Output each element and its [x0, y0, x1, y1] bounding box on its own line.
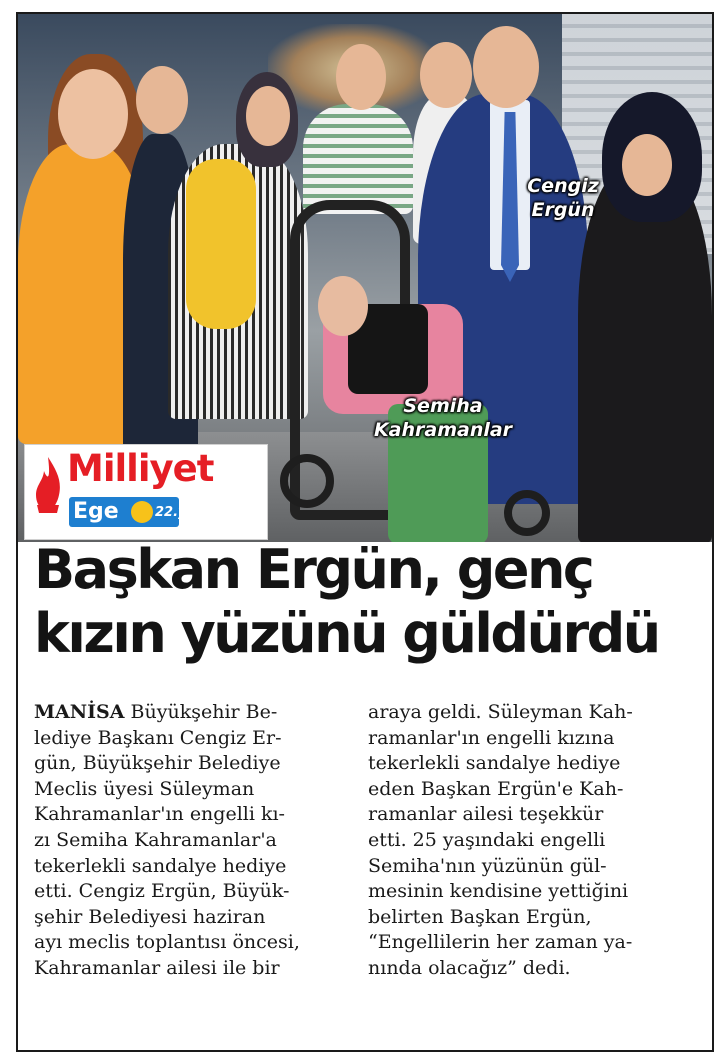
article-line: araya geldi. Süleyman Kah-: [368, 701, 633, 723]
headline: [34, 538, 684, 666]
dateline: MANİSA: [34, 701, 125, 723]
milliyet-ege-logo: [24, 444, 268, 540]
article-line: [34, 700, 334, 726]
caption-line: Ergün: [531, 199, 595, 221]
man-head: [420, 42, 472, 108]
article-line: eden Başkan Ergün'e Kah-: [368, 777, 624, 800]
article-line: mesinin kendisine yettiğini: [368, 880, 629, 903]
caption-line: Semiha: [403, 395, 483, 417]
article-line: Meclis üyesi Süleyman: [34, 777, 255, 800]
article-line: nında olacağız” dedi.: [368, 956, 571, 979]
news-photo: [18, 14, 712, 542]
logo-sub-badge: [69, 497, 196, 527]
logo-wordmark: Milliyet: [67, 447, 214, 490]
wheelchair-wheel: [280, 454, 334, 508]
logo-year: 22.yıl: [155, 505, 196, 520]
article-line: Semiha'nın yüzünün gül-: [368, 854, 607, 877]
article-line: tekerlekli sandalye hediye: [34, 854, 287, 877]
article-line: gün, Büyükşehir Belediye: [34, 752, 281, 775]
article-line: ramanlar'ın engelli kızına: [368, 726, 615, 749]
article-line: lediye Başkanı Cengiz Er-: [34, 726, 282, 749]
yellow-sleeve: [186, 159, 256, 329]
flame-icon: [31, 455, 65, 515]
article-line: belirten Başkan Ergün,: [368, 905, 592, 928]
mayor-head: [473, 26, 539, 108]
caption-line: Cengiz: [527, 175, 599, 197]
article-line: zı Semiha Kahramanlar'a: [34, 828, 277, 851]
woman-head: [622, 134, 672, 196]
caption-line: Kahramanlar: [373, 419, 513, 441]
headline-line: kızın yüzünü güldürdü: [34, 602, 659, 665]
article-text: Büyükşehir Be-: [124, 701, 278, 723]
article-line: ramanlar ailesi teşekkür: [368, 803, 604, 826]
man-head: [136, 66, 188, 134]
wheelchair-wheel: [504, 490, 550, 536]
article-line: şehir Belediyesi haziran: [34, 905, 266, 928]
article-column-left: [34, 700, 334, 982]
article-line: Kahramanlar ailesi ile bir: [34, 956, 280, 979]
article-line: tekerlekli sandalye hediye: [368, 752, 621, 775]
article-line: etti. Cengiz Ergün, Büyük-: [34, 880, 290, 903]
article-line: “Engellilerin her zaman ya-: [368, 931, 633, 954]
article-line: ayı meclis toplantısı öncesi,: [34, 931, 300, 954]
woman-head: [58, 69, 128, 159]
headline-line: Başkan Ergün, genç: [34, 538, 593, 601]
photo-caption-cengiz: [508, 174, 618, 222]
article-column-right: [368, 700, 668, 982]
photo-caption-semiha: [358, 394, 528, 442]
article-line: Kahramanlar'ın engelli kı-: [34, 803, 285, 826]
sun-icon: [131, 501, 153, 523]
woman-head: [246, 86, 290, 146]
young-man-striped-shirt: [303, 104, 413, 214]
young-man-head: [336, 44, 386, 110]
girl-head: [318, 276, 368, 336]
logo-sub-text: Ege: [73, 499, 119, 524]
article-line: etti. 25 yaşındaki engelli: [368, 828, 606, 851]
